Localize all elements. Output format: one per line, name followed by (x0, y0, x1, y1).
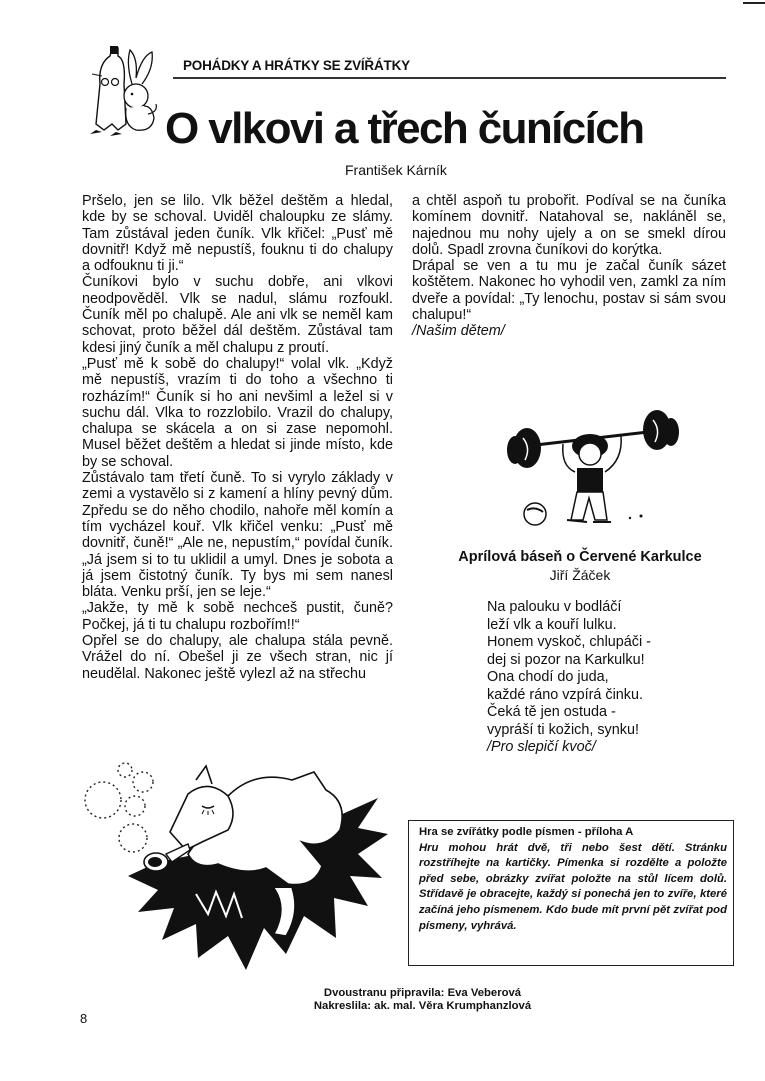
story-source: /Našim dětem/ (412, 323, 505, 340)
story-title: O vlkovi a třech čunících (165, 104, 644, 153)
game-text: Hru mohou hrát dvě, tři nebo šest dětí. Stránku rozstříhejte na kartičky. Pímenka si rozdělte a položte před sebe, obrázky zvířat položte na stůl lícem dolů. Střídavě je obracejte, každý si ponechá jen to zvíře, které začíná jeho písmenem. Kdo bude mít první pět zvířat pod písmeny, vyhrává. (419, 841, 727, 932)
poem-source: /Pro slepičí kvoč/ (487, 739, 596, 755)
section-divider (173, 77, 726, 79)
scan-corner-mark (743, 2, 765, 4)
poem-line: Honem vyskoč, chlupáči - (487, 634, 651, 650)
poem-author: Jiří Žáček (549, 567, 611, 583)
poem-line: Ona chodí do juda, (487, 669, 609, 685)
game-heading: Hra se zvířátky podle písmen - příloha A (419, 826, 634, 838)
story-column-right (412, 193, 726, 340)
credits-illustrated-by: Nakreslila: ak. mal. Věra Krumphanzlová (313, 1000, 532, 1012)
poem-body (487, 599, 651, 757)
story-column-left (82, 193, 393, 682)
story-paragraph: a chtěl aspoň tu probořit. Podíval se na čuníka komínem dovnitř. Natahoval se, nakláněl se, najednou mu nohy ujely a on se smekl dírou dolů. Spadl zrovna čuníkovi do korýtka. (412, 193, 726, 258)
section-heading: POHÁDKY A HRÁTKY SE ZVÍŘÁTKY (183, 58, 410, 73)
story-paragraph: Opřel se do chalupy, ale chalupa stála pevně. Vrážel do ní. Obešel ji ze všech stran, nic jí neudělal. Nakonec ještě vylezl až na střechu (82, 633, 393, 682)
poem-line: Na palouku v bodláčí (487, 599, 622, 615)
weightlifter-illustration-icon (505, 410, 685, 530)
credits-prepared-by: Dvoustranu připravila: Eva Veberová (323, 987, 522, 999)
story-author: František Kárník (345, 162, 447, 178)
credits (200, 987, 645, 1013)
poem-line: vypráší ti kožich, synku! (487, 721, 639, 738)
story-paragraph: Drápal se ven a tu mu je začal čuník sázet koštětem. Nakonec ho vyhodil ven, zamkl za ním dveře a povídal: „Ty lenochu, postav si sám svou chalupu!“ (412, 258, 726, 324)
game-instructions-box (408, 820, 734, 966)
story-paragraph: Čuníkovi bylo v suchu dobře, ani vlkovi neodpověděl. Vlk se nadul, slámu rozfoukl. Čuník měl po chalupě. Ale ani vlk se neměl kam schovat, proto běžel dál deštěm. Zůstával tam kdesi jiný čuník a měl chalupu z proutí. (82, 274, 393, 356)
story-paragraph: Zůstávalo tam třetí čuně. To si vyrylo základy v zemi a vystavělo si z kamení a hlíny pevný dům. Zpředu se do něho chodilo, nahoře měl komín a tím vycházel kouř. Vlk křičel venku: „Pusť mě dovnitř, čuně!“ „Ale ne, nepustím,“ povídal čuník. „Já jsem si to tu uklidil a umyl. Dnes je sobota a já jsem čistotný čuník. Ty bys mi sem nanesl bláta. Venku prší, jen se leje.“ (82, 470, 393, 601)
story-paragraph: „Jakže, ty mě k sobě nechceš pustit, čuně? Počkej, já ti tu chalupu rozbořím!!“ (82, 600, 393, 633)
poem-line: dej si pozor na Karkulku! (487, 651, 645, 668)
poem-line: Čeká tě jen ostuda - (487, 704, 616, 720)
story-paragraph: „Pusť mě k sobě do chalupy!“ volal vlk. „Když mě nepustíš, vrazím ti do toho a všechno ti rozházím!“ Čuník si ho ani nevšiml a ležel si v suchu dál. Vlka to rozzlobilo. Vrazil do chalupy, chalupa se skácela a on si zase nepomohl. Musel běžet deštěm a hledat si jinde místo, kde by se schoval. (82, 355, 393, 470)
poem-line: leží vlk a kouří lulku. (487, 616, 617, 633)
sleeping-wolf-illustration-icon (78, 758, 408, 983)
poem-line: každé ráno vzpírá činku. (487, 686, 643, 703)
ghost-bunny-icon (88, 44, 168, 136)
page-number: 8 (80, 1011, 88, 1026)
story-paragraph: Pršelo, jen se lilo. Vlk běžel deštěm a hledal, kde by se schoval. Uviděl chaloupku ze slámy. Tam zůstával jeden čuník. Vlk křičel: „Pusť mě dovnitř! Když mě nepustíš, fouknu ti do chalupy a odfouknu ti ji.“ (82, 193, 393, 275)
poem-title: Aprílová báseň o Červené Karkulce (458, 549, 702, 565)
